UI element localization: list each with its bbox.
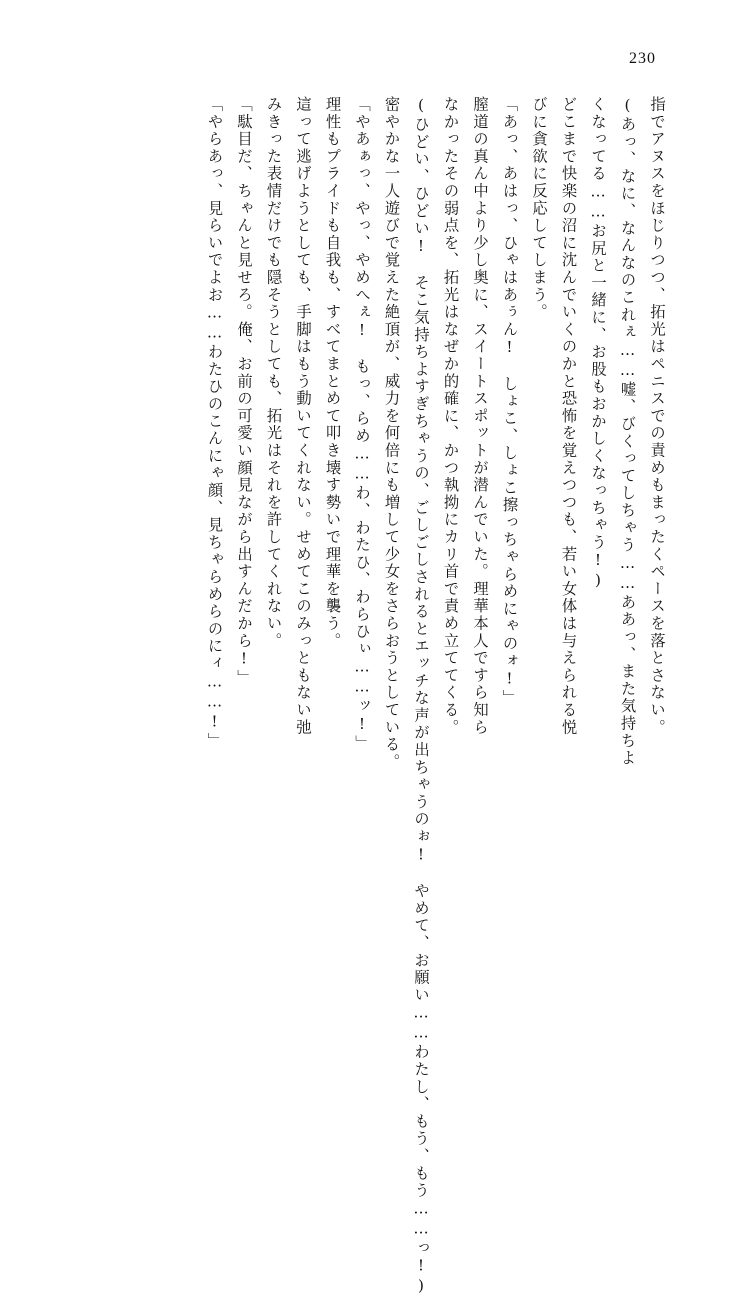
text-line: 「やあぁっ、やっ、やめへぇ! もっ、らめ……わ、わたひ、わらひぃ……ッ!」 — [353, 96, 371, 753]
text-line: 理性もプライドも自我も、すべてまとめて叩き壊す勢いで理華を襲う。 — [323, 96, 342, 650]
text-line: どこまで快楽の沼に沈んでいくのかと恐怖を覚えつつも、若い女体は与えられる悦 — [559, 96, 578, 737]
text-line: 「駄目だ、ちゃんと見せろ。俺、お前の可愛い顔見ながら出すんだから!」 — [235, 96, 253, 687]
text-line: 膣道の真ん中より少し奥に、スイートスポットが潜んでいた。理華本人ですら知ら — [471, 96, 489, 737]
text-line: くなってる……お尻と一緒に、お股もおかしくなっちゃう!) — [589, 96, 607, 592]
text-line: 這って逃げようとしても、手脚はもう動いてくれない。せめてこのみっともない弛 — [294, 96, 312, 737]
text-line: びに貪欲に反応してしまう。 — [530, 96, 548, 321]
text-line: 密やかな一人遊びで覚えた絶頂が、威力を何倍にも増して少女をさらおうとしている。 — [382, 96, 401, 771]
vertical-text-block — [78, 96, 666, 1297]
text-line: 「やらあっ、見らいでよお……わたひのこんにゃ顔、見ちゃらめらのにィ……!」 — [205, 96, 224, 750]
text-line: なかったその弱点を、拓光はなぜか的確に、かつ執拗にカリ首で責め立ててくる。 — [441, 96, 460, 737]
text-line: 「あっ、あはっ、ひゃはあぅん! しょこ、しょこ擦っちゃらめにゃのォ!」 — [500, 96, 519, 707]
page-number: 230 — [629, 50, 656, 67]
text-line: みきった表情だけでも隠そうとしても、拓光はそれを許してくれない。 — [264, 96, 283, 650]
text-line: 指でアヌスをほじりつつ、拓光はペニスでの責めもまったくペースを落とさない。 — [648, 96, 666, 737]
text-line: (ひどい、ひどい! そこ気持ちよすぎちゃうの、ごしごしされるとエッチな声が出ちゃうのぉ! やめて、お願い……わたし、もう、もう……っ!) — [412, 96, 430, 1297]
text-line: (あっ、なに、なんなのこれぇ……嘘、びくってしちゃう……ああっ、また気持ちよ — [618, 96, 637, 767]
